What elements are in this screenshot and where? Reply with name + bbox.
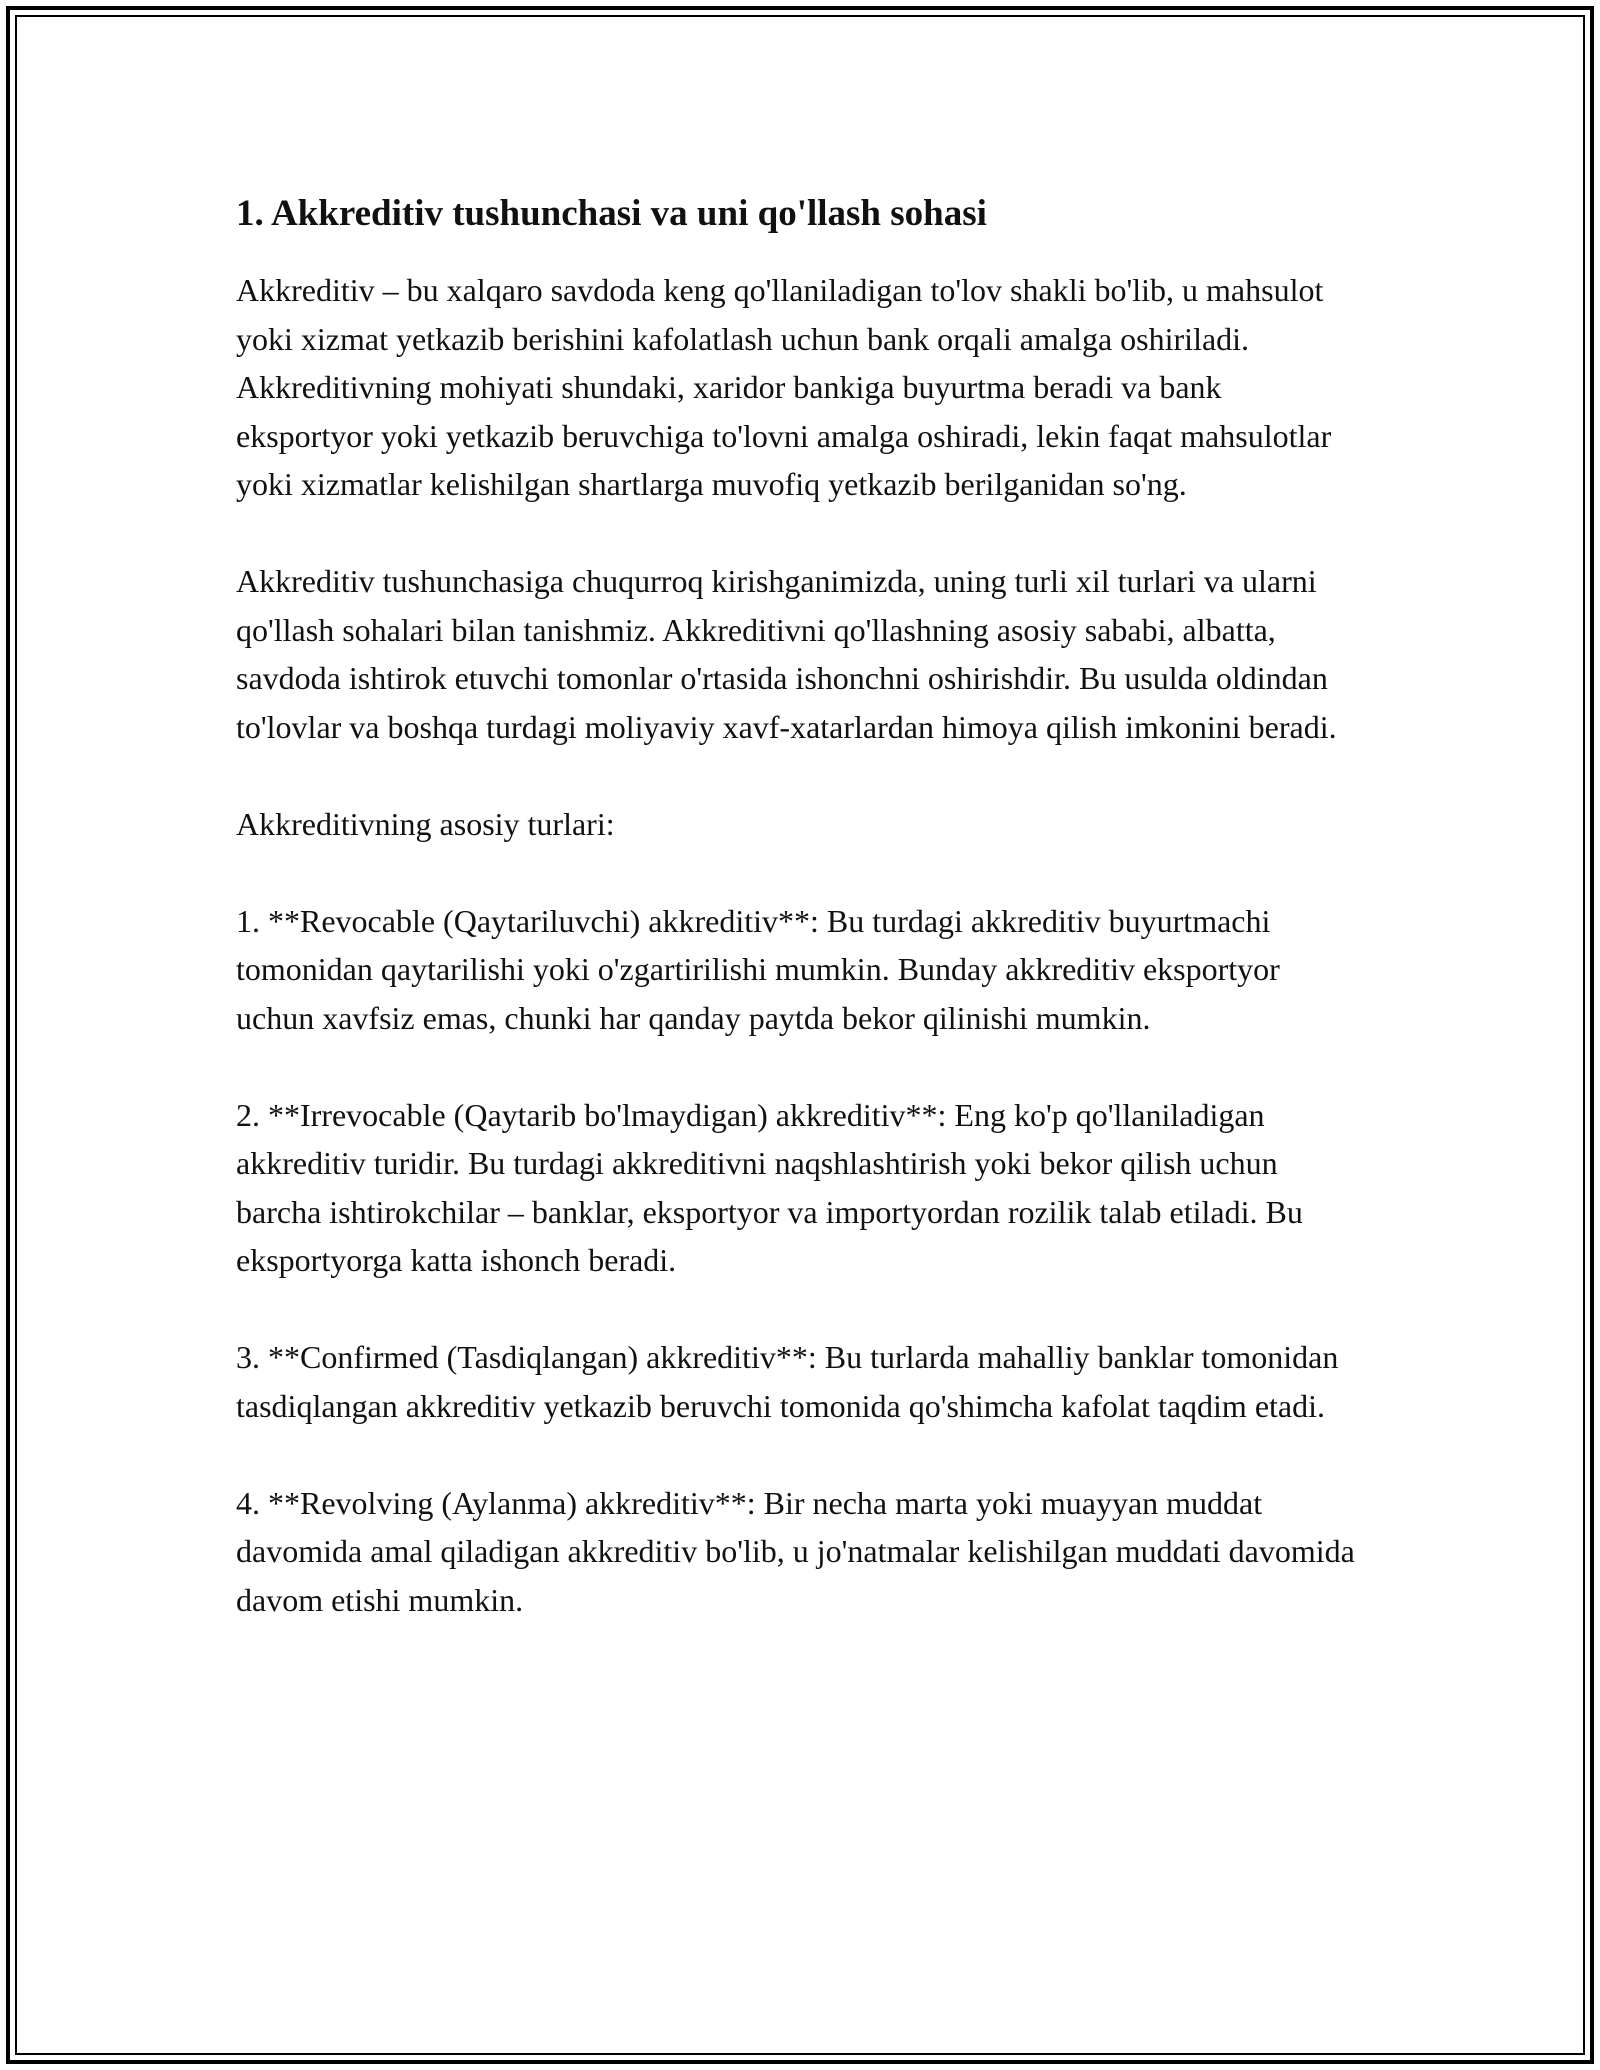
- list-item-irrevocable: 2. **Irrevocable (Qaytarib bo'lmaydigan) akkreditiv**: Eng ko'p qo'llaniladigan akkreditiv turidir. Bu turdagi akkreditivni naqshlashtirish yoki bekor qilish uchun barcha ishtirokchilar – banklar, eksportyor va importyordan rozilik talab etiladi. Bu eksportyorga katta ishonch beradi.: [236, 1096, 1303, 1278]
- document-body: [236, 190, 1366, 1624]
- section-heading: 1. Akkreditiv tushunchasi va uni qo'llash sohasi: [236, 193, 987, 234]
- list-item-confirmed: 3. **Confirmed (Tasdiqlangan) akkreditiv**: Bu turlarda mahalliy banklar tomonidan tasdiqlangan akkreditiv yetkazib beruvchi tomonida qo'shimcha kafolat taqdim etadi.: [236, 1339, 1339, 1424]
- paragraph-types-intro: Akkreditivning asosiy turlari:: [236, 805, 615, 842]
- list-item-revolving: 4. **Revolving (Aylanma) akkreditiv**: Bir necha marta yoki muayyan muddat davomida amal qiladigan akkreditiv bo'lib, u jo'natmalar kelishilgan muddati davomida davom etishi mumkin.: [236, 1484, 1355, 1618]
- list-item-revocable: 1. **Revocable (Qaytariluvchi) akkreditiv**: Bu turdagi akkreditiv buyurtmachi tomonidan qaytarilishi yoki o'zgartirilishi mumkin. Bunday akkreditiv eksportyor uchun xavfsiz emas, chunki har qanday paytda bekor qilinishi mumkin.: [236, 902, 1280, 1036]
- paragraph-purpose: Akkreditiv tushunchasiga chuqurroq kirishganimizda, uning turli xil turlari va ularni qo'llash sohalari bilan tanishmiz. Akkreditivni qo'llashning asosiy sababi, albatta, savdoda ishtirok etuvchi tomonlar o'rtasida ishonchni oshirishdir. Bu usulda oldindan to'lovlar va boshqa turdagi moliyaviy xavf-xatarlardan himoya qilish imkonini beradi.: [236, 563, 1337, 745]
- paragraph-definition: Akkreditiv – bu xalqaro savdoda keng qo'llaniladigan to'lov shakli bo'lib, u mahsulot yoki xizmat yetkazib berishini kafolatlash uchun bank orqali amalga oshiriladi. Akkreditivning mohiyati shundaki, xaridor bankiga buyurtma beradi va bank eksportyor yoki yetkazib beruvchiga to'lovni amalga oshiradi, lekin faqat mahsulotlar yoki xizmatlar kelishilgan shartlarga muvofiq yetkazib berilganidan so'ng.: [236, 272, 1332, 502]
